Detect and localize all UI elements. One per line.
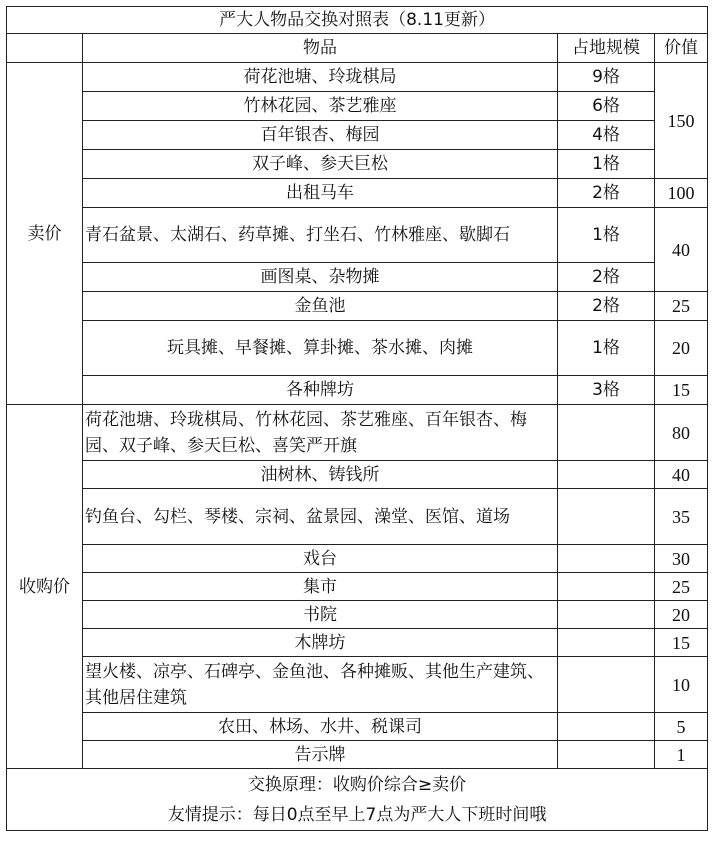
sell-label: 卖价 [7, 63, 83, 405]
table-row [7, 292, 708, 321]
table-row [7, 629, 708, 657]
table-row [7, 150, 708, 179]
sell-items: 荷花池塘、玲珑棋局 [83, 63, 558, 92]
sell-price: 20 [655, 321, 708, 376]
sell-space: 4格 [558, 121, 655, 150]
buy-space [558, 629, 655, 657]
sell-items: 画图桌、杂物摊 [83, 263, 558, 292]
buy-price: 10 [655, 657, 708, 713]
sell-price: 40 [655, 208, 708, 292]
buy-space [558, 573, 655, 601]
header-blank [7, 34, 83, 63]
sell-items: 百年银杏、梅园 [83, 121, 558, 150]
buy-price: 30 [655, 545, 708, 573]
table-row [7, 461, 708, 489]
sell-space: 2格 [558, 292, 655, 321]
buy-items: 集市 [83, 573, 558, 601]
buy-space [558, 461, 655, 489]
sell-items: 青石盆景、太湖石、药草摊、打坐石、竹林雅座、歇脚石 [83, 208, 558, 263]
table-row [7, 601, 708, 629]
sell-price: 15 [655, 376, 708, 405]
header-price: 价值 [655, 34, 708, 63]
sell-items: 金鱼池 [83, 292, 558, 321]
buy-items: 望火楼、凉亭、石碑亭、金鱼池、各种摊贩、其他生产建筑、其他居住建筑 [83, 657, 558, 713]
table-row [7, 741, 708, 769]
table-title: 严大人物品交换对照表（8.11更新） [7, 7, 708, 34]
table-row [7, 405, 708, 461]
sell-items: 各种牌坊 [83, 376, 558, 405]
table-row [7, 713, 708, 741]
table-row [7, 179, 708, 208]
buy-price: 25 [655, 573, 708, 601]
footer-row [7, 769, 708, 831]
buy-items: 告示牌 [83, 741, 558, 769]
footer-tip: 友情提示：每日0点至早上7点为严大人下班时间哦 [167, 804, 547, 825]
header-item: 物品 [83, 34, 558, 63]
table-row [7, 545, 708, 573]
buy-space [558, 545, 655, 573]
buy-items: 荷花池塘、玲珑棋局、竹林花园、茶艺雅座、百年银杏、梅园、双子峰、参天巨松、喜笑严开旗 [83, 405, 558, 461]
buy-price: 35 [655, 489, 708, 545]
sell-space: 9格 [558, 63, 655, 92]
sell-space: 3格 [558, 376, 655, 405]
table-row [7, 321, 708, 376]
table-row [7, 657, 708, 713]
buy-label: 收购价 [7, 405, 83, 769]
buy-space [558, 489, 655, 545]
buy-space [558, 601, 655, 629]
sell-items: 出租马车 [83, 179, 558, 208]
table-row [7, 263, 708, 292]
buy-price: 40 [655, 461, 708, 489]
footer-principle: 交换原理：收购价综合≥卖价 [247, 774, 467, 795]
buy-price: 20 [655, 601, 708, 629]
buy-items: 木牌坊 [83, 629, 558, 657]
buy-space [558, 741, 655, 769]
sell-space: 1格 [558, 150, 655, 179]
buy-items: 农田、林场、水井、税课司 [83, 713, 558, 741]
table-row [7, 489, 708, 545]
buy-price: 15 [655, 629, 708, 657]
title-row [7, 7, 708, 34]
sell-space: 2格 [558, 263, 655, 292]
sell-space: 6格 [558, 92, 655, 121]
sell-price: 150 [655, 63, 708, 179]
header-row [7, 34, 708, 63]
sell-items: 玩具摊、早餐摊、算卦摊、茶水摊、肉摊 [83, 321, 558, 376]
sell-space: 1格 [558, 208, 655, 263]
buy-items: 戏台 [83, 545, 558, 573]
footer-cell [7, 769, 708, 831]
header-space: 占地规模 [558, 34, 655, 63]
sell-space: 1格 [558, 321, 655, 376]
sell-price: 25 [655, 292, 708, 321]
buy-items: 钓鱼台、勾栏、琴楼、宗祠、盆景园、澡堂、医馆、道场 [83, 489, 558, 545]
buy-space [558, 657, 655, 713]
table-row [7, 121, 708, 150]
buy-items: 书院 [83, 601, 558, 629]
buy-space [558, 405, 655, 461]
buy-price: 5 [655, 713, 708, 741]
sell-items: 双子峰、参天巨松 [83, 150, 558, 179]
sell-items: 竹林花园、茶艺雅座 [83, 92, 558, 121]
exchange-table [6, 6, 708, 831]
buy-price: 1 [655, 741, 708, 769]
table-row [7, 376, 708, 405]
table-row [7, 92, 708, 121]
buy-items: 油树林、铸钱所 [83, 461, 558, 489]
sell-price: 100 [655, 179, 708, 208]
buy-price: 80 [655, 405, 708, 461]
buy-space [558, 713, 655, 741]
table-row [7, 63, 708, 92]
table-row [7, 208, 708, 263]
table-row [7, 573, 708, 601]
sell-space: 2格 [558, 179, 655, 208]
